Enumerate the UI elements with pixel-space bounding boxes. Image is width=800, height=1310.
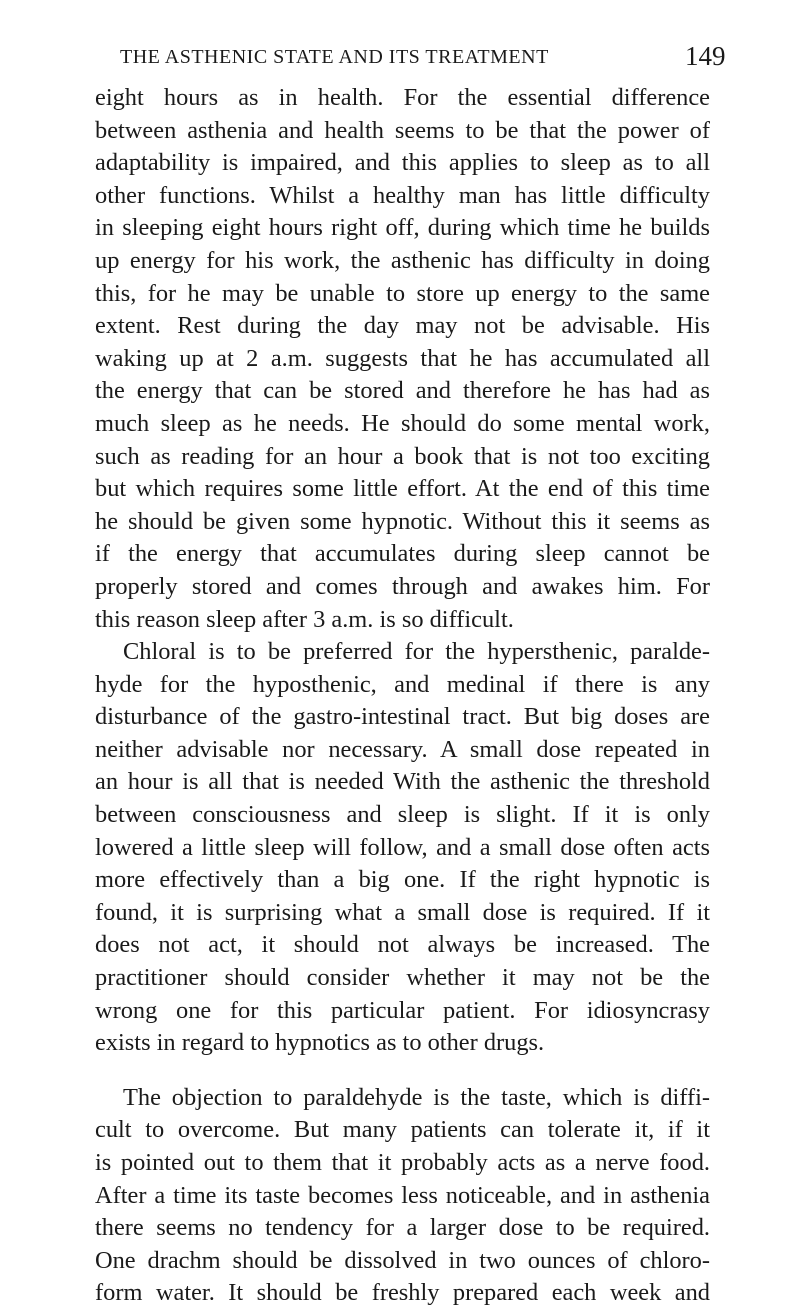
running-head: THE ASTHENIC STATE AND ITS TREATMENT [120, 46, 549, 68]
paragraph-spacer [95, 1060, 710, 1082]
page-number: 149 [685, 41, 726, 71]
text-line: this, for he may be unable to store up energy to the same [95, 279, 710, 307]
text-line: in sleeping eight hours right off, during which time he builds [95, 214, 710, 242]
text-line: there seems no tendency for a larger dose to be required. [95, 1214, 710, 1242]
text-line: but which requires some little effort. At the end of this time [95, 475, 710, 503]
text-line: Chloral is to be preferred for the hypersthenic, paralde- [123, 638, 710, 666]
paragraph-3 [95, 1082, 710, 1310]
text-line: properly stored and comes through and awakes him. For [95, 572, 710, 600]
text-line: wrong one for this particular patient. For idiosyncrasy [95, 996, 710, 1024]
text-line: found, it is surprising what a small dose is required. If it [95, 898, 710, 926]
text-line: an hour is all that is needed With the asthenic the threshold [95, 768, 710, 796]
text-line: he should be given some hypnotic. Without this it seems as [95, 507, 710, 535]
text-line: One drachm should be dissolved in two ounces of chloro- [95, 1246, 710, 1274]
text-line: is pointed out to them that it probably acts as a nerve food. [95, 1149, 710, 1176]
text-line: neither advisable nor necessary. A small dose repeated in [95, 735, 710, 763]
text-line: After a time its taste becomes less noticeable, and in asthenia [95, 1181, 710, 1209]
body-text [95, 82, 710, 1310]
paragraph-1 [95, 82, 710, 636]
text-line: waking up at 2 a.m. suggests that he has accumulated all [95, 344, 710, 372]
text-line: up energy for his work, the asthenic has difficulty in doing [95, 246, 710, 274]
text-line: practitioner should consider whether it may not be the [95, 964, 710, 992]
text-line: adaptability is impaired, and this applies to sleep as to all [95, 149, 710, 177]
text-line: cult to overcome. But many patients can tolerate it, if it [95, 1116, 710, 1144]
text-line: if the energy that accumulates during sleep cannot be [95, 540, 710, 568]
text-line: other functions. Whilst a healthy man has little difficulty [95, 181, 710, 209]
text-line: between consciousness and sleep is slight. If it is only [95, 801, 710, 829]
text-line: form water. It should be freshly prepared each week and [95, 1279, 710, 1307]
text-line: between asthenia and health seems to be that the power of [95, 116, 710, 144]
text-line: disturbance of the gastro-intestinal tract. But big doses are [95, 703, 710, 731]
text-line: much sleep as he needs. He should do some mental work, [95, 409, 710, 437]
text-line: eight hours as in health. For the essential difference [95, 84, 710, 111]
text-line: extent. Rest during the day may not be advisable. His [95, 312, 710, 340]
text-line: hyde for the hyposthenic, and medinal if there is any [95, 670, 710, 698]
paragraph-2 [95, 636, 710, 1060]
text-line: more effectively than a big one. If the right hypnotic is [95, 866, 710, 894]
text-line: such as reading for an hour a book that is not too exciting [95, 442, 710, 470]
text-line: does not act, it should not always be increased. The [95, 931, 710, 959]
text-line: the energy that can be stored and therefore he has had as [95, 377, 710, 405]
text-line: lowered a little sleep will follow, and a small dose often acts [95, 833, 710, 861]
text-line: exists in regard to hypnotics as to other drugs. [95, 1029, 545, 1057]
text-line: The objection to paraldehyde is the taste, which is diffi- [123, 1083, 710, 1111]
text-line: this reason sleep after 3 a.m. is so difficult. [95, 605, 514, 633]
